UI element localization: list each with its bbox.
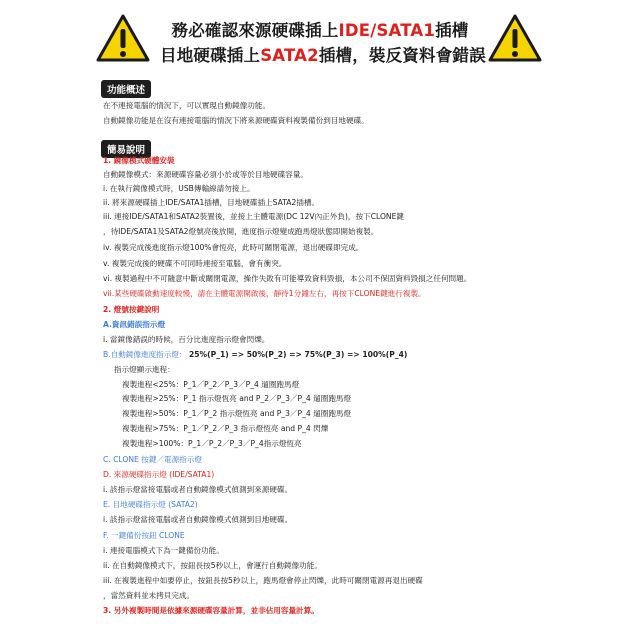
list-item: i. 該指示燈當接電腦或者自動鏡像模式偵測到來源硬碟。: [103, 485, 293, 494]
list-item: v. 複製完成後的硬碟不可同時連接至電腦，會有衝突。: [103, 259, 287, 268]
section-2-title: 2. 燈號按鍵說明: [103, 305, 160, 314]
overview-line: 自動鏡像功能是在沒有連接電腦的情況下將來源硬碟資料複製備份到目地硬碟。: [103, 116, 369, 125]
list-item: 指示燈顯示進程：: [114, 365, 175, 374]
progress-row: 複製進程>50%：P_1／P_2 指示燈恆亮 and P_3／P_4 遛圈跑馬燈: [122, 409, 352, 418]
progress-sequence: 25%(P_1) => 50%(P_2) => 75%(P_3) => 100%(P_4): [188, 350, 408, 359]
progress-row: 複製進程>25%：P_1 指示燈恆亮 and P_2／P_3／P_4 遛圈跑馬燈: [122, 394, 352, 403]
section-3-note: 3. 另外複製時間是依據來源硬碟容量計算，並非佔用容量計算。: [103, 606, 319, 615]
subsection-e-title: E. 目地硬碟指示燈 (SATA2): [103, 500, 198, 509]
subsection-d-title: D. 來源硬碟指示燈 (IDE/SATA1): [103, 470, 215, 479]
list-item: vi. 複製過程中不可隨意中斷或關閉電源，操作失敗有可能導致資料毀損，本公司不保固資料毀損之任何問題。: [103, 274, 472, 283]
overview-line: 在不連接電腦的情況下，可以實現自動鏡像功能。: [103, 101, 271, 110]
warning-icon: [488, 14, 542, 62]
warning-headline-2: 目地硬碟插上SATA2插槽，裝反資料會錯誤: [160, 46, 486, 65]
list-item: ，當然資料並未拷貝完成。: [103, 591, 195, 600]
list-item: i. 該指示燈當接電腦或者自動鏡像模式偵測到目地硬碟。: [103, 515, 293, 524]
subsection-c-title: C. CLONE 按鍵／電源指示燈: [103, 455, 203, 464]
warning-headline-1: 務必確認來源硬碟插上IDE/SATA1插槽: [171, 21, 469, 40]
progress-row: 複製進程>100%：P_1／P_2／P_3／P_4指示燈恆亮: [122, 439, 302, 448]
list-item: i. 當鏡像錯誤的時候，百分比進度指示燈會閃爍。: [103, 335, 270, 344]
section-1-title: 1. 鏡像模式硬體安裝: [103, 156, 175, 165]
list-item: iii. 在複製進程中如要停止，按鈕長按5秒以上，跑馬燈會停止閃爍，此時可關閉電源再退出硬碟: [103, 576, 423, 585]
subsection-b-row: [103, 350, 407, 360]
list-item: iv. 複製完成後進度指示燈100%會恆亮，此時可關閉電源，退出硬碟即完成。: [103, 243, 364, 252]
manual-tag: 簡易說明: [101, 140, 151, 158]
list-item: ii. 將來源硬碟插上IDE/SATA1插槽，目地硬碟插上SATA2插槽。: [103, 198, 320, 207]
list-item-warning: vii.某些硬碟啟動速度較慢，請在主體電源開啟後，靜待1分鐘左右，再按下CLONE鍵進行複製。: [103, 289, 426, 298]
subsection-b-title: B.自動鏡像進度指示燈：: [103, 350, 187, 359]
list-item: 自動鏡像模式：來源硬碟容量必須小於或等於目地硬碟容量。: [103, 170, 309, 179]
progress-row: 複製進程<25%：P_1／P_2／P_3／P_4 遛圈跑馬燈: [122, 380, 300, 389]
subsection-a-title: A.資訊錯誤指示燈: [103, 320, 166, 329]
list-item: iii. 連接IDE/SATA1和SATA2裝置後，並接上主體電源(DC 12V內正外負)，按下CLONE鍵: [103, 212, 405, 221]
list-item: ，待IDE/SATA1及SATA2燈號亮後放開，進度指示燈變成跑馬燈狀態即開始複製。: [103, 227, 379, 236]
list-item: ii. 在自動鏡像模式下，按鈕長按5秒以上，會運行自動鏡像功能。: [103, 561, 322, 570]
list-item: i. 連接電腦模式下為一鍵備份功能。: [103, 546, 224, 555]
subsection-f-title: F. 一鍵備份按鈕 CLONE: [103, 531, 185, 540]
overview-tag: 功能概述: [101, 80, 151, 98]
list-item: i. 在執行鏡像模式時，USB傳輸線請勿接上。: [103, 184, 255, 193]
warning-icon: [96, 14, 150, 62]
progress-row: 複製進程>75%：P_1／P_2／P_3 指示燈恆亮 and P_4 閃爍: [122, 424, 329, 433]
